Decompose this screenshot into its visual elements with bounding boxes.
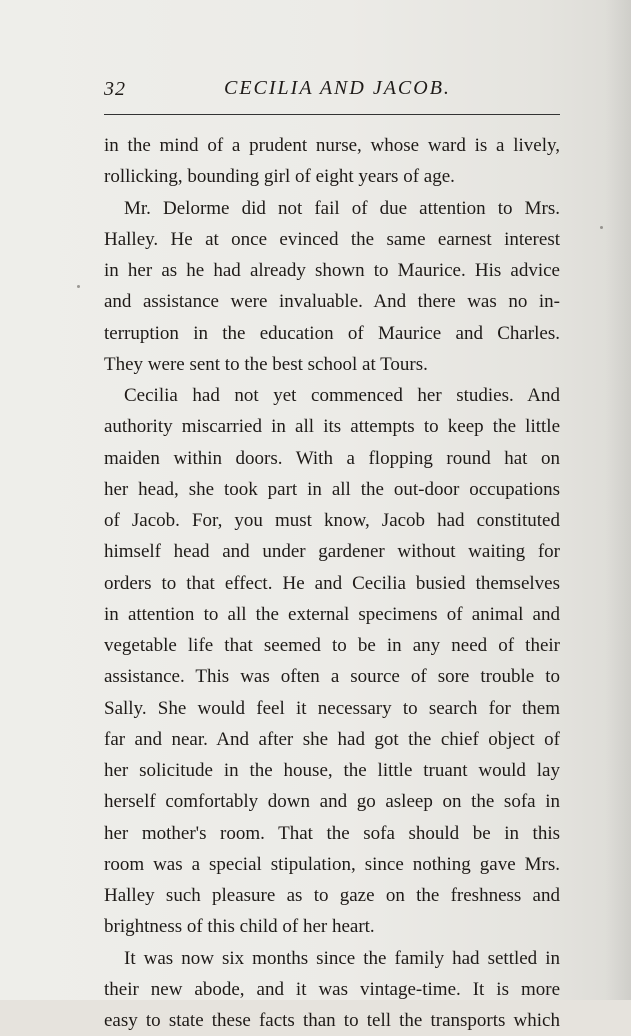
text-line: orders to that effect. He and Cecilia busied themselves	[104, 572, 560, 594]
page-header	[104, 76, 560, 116]
body-text	[104, 130, 560, 1036]
page-number: 32	[104, 78, 126, 100]
text-line: It was now six months since the family had settled in	[124, 947, 560, 969]
text-line: authority miscarried in all its attempts to keep the little	[104, 416, 560, 438]
text-line: herself comfortably down and go asleep on the sofa in	[104, 791, 560, 813]
text-line: of Jacob. For, you must know, Jacob had constituted	[104, 510, 560, 531]
text-line: in her as he had already shown to Maurice. His advice	[104, 260, 560, 281]
text-line: rollicking, bounding girl of eight years of age.	[104, 166, 455, 188]
text-line: and assistance were invaluable. And there was no in-	[104, 291, 560, 313]
text-line: They were sent to the best school at Tours.	[104, 353, 428, 375]
text-line: Halley such pleasure as to gaze on the freshness and	[104, 885, 560, 906]
text-line: her mother's room. That the sofa should be in this	[104, 822, 560, 844]
text-line: Cecilia had not yet commenced her studies. And	[124, 385, 560, 406]
text-line: brightness of this child of her heart.	[104, 916, 375, 938]
text-line: easy to state these facts than to tell the transports which	[104, 1010, 560, 1031]
paper-speck	[77, 285, 80, 288]
text-line: far and near. And after she had got the chief object of	[104, 728, 560, 750]
text-line: their new abode, and it was vintage-time. It is more	[104, 978, 560, 1000]
text-line: her solicitude in the house, the little truant would lay	[104, 760, 560, 781]
page-edge-shadow	[605, 0, 631, 1000]
text-line: Mr. Delorme did not fail of due attention to Mrs.	[124, 197, 560, 219]
text-line: in attention to all the external specimens of animal and	[104, 603, 560, 625]
text-line: room was a special stipulation, since nothing gave Mrs.	[104, 853, 560, 875]
running-head: CECILIA AND JACOB.	[224, 77, 451, 99]
text-line: maiden within doors. With a flopping round hat on	[104, 447, 560, 469]
text-line: himself head and under gardener without waiting for	[104, 541, 560, 563]
text-line: Halley. He at once evinced the same earnest interest	[104, 228, 560, 250]
text-line: her head, she took part in all the out-door occupations	[104, 478, 560, 500]
paper-speck	[600, 226, 603, 229]
text-line: vegetable life that seemed to be in any need of their	[104, 635, 560, 656]
text-line: assistance. This was often a source of sore trouble to	[104, 666, 560, 688]
header-rule	[104, 114, 560, 115]
text-line: Sally. She would feel it necessary to search for them	[104, 697, 560, 719]
text-line: in the mind of a prudent nurse, whose ward is a lively,	[104, 135, 560, 156]
text-line: terruption in the education of Maurice and Charles.	[104, 322, 560, 344]
